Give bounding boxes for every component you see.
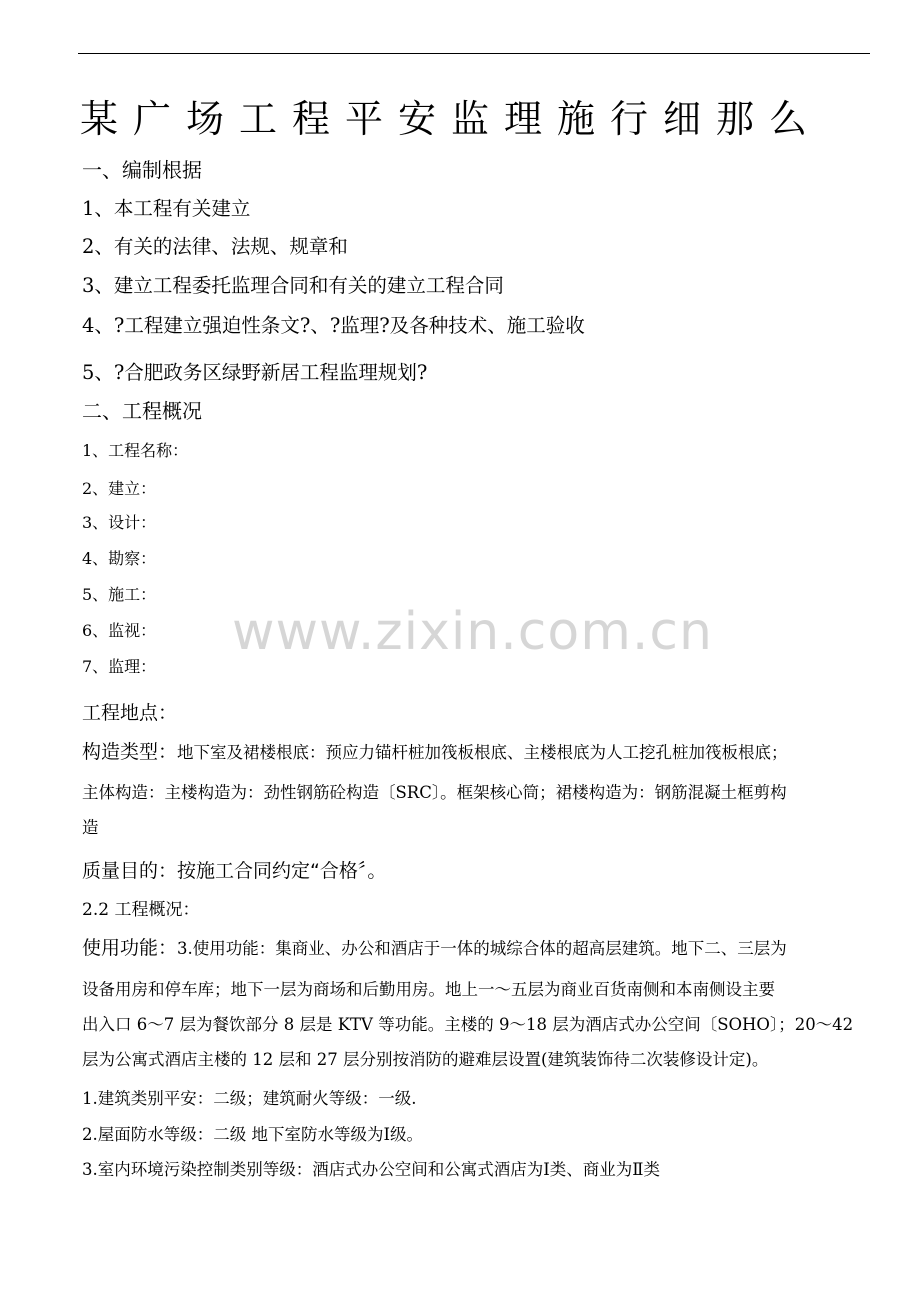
usage-text: 3.使用功能：集商业、办公和酒店于一体的城综合体的超高层建筑。地下二、三层为 bbox=[177, 939, 787, 958]
section1-item: 1、本工程有关建立 bbox=[82, 197, 251, 220]
section1-item: 2、有关的法律、法规、规章和 bbox=[82, 235, 348, 258]
grade-item: 1.建筑类别平安：二级；建筑耐火等级：一级. bbox=[82, 1089, 417, 1108]
usage-line-3: 出入口 6～7 层为餐饮部分 8 层是 KTV 等功能。主楼的 9～18 层为酒店式办公空间〔SOHO〕；20～42 bbox=[82, 1015, 854, 1034]
section2-item: 7、监理： bbox=[82, 657, 157, 676]
structure-line-2: 主体构造：主楼构造为：劲性钢筋砼构造〔SRC〕。框架核心筒；裙楼构造为：钢筋混凝土框剪构 bbox=[82, 783, 787, 802]
section1-item: 5、?合肥政务区绿野新居工程监理规划? bbox=[82, 361, 428, 384]
grade-item: 3.室内环境污染控制类别等级：酒店式办公空间和公寓式酒店为Ⅰ类、商业为Ⅱ类 bbox=[82, 1160, 660, 1179]
project-location: 工程地点： bbox=[82, 702, 178, 724]
structure-label: 构造类型： bbox=[82, 741, 178, 763]
section2-item: 4、勘察： bbox=[82, 549, 157, 568]
usage-line-1 bbox=[82, 933, 787, 964]
section2-item: 5、施工： bbox=[82, 585, 157, 604]
section2-heading: 二、工程概况 bbox=[82, 399, 202, 423]
watermark: www.zixin.com.cn bbox=[232, 602, 713, 662]
section1-item: 4、?工程建立强迫性条文?、?监理?及各种技术、施工验收 bbox=[82, 314, 585, 337]
section2-item: 6、监视： bbox=[82, 621, 157, 640]
grade-item: 2.屋面防水等级：二级 地下室防水等级为Ⅰ级。 bbox=[82, 1125, 424, 1144]
structure-text: 地下室及裙楼根底：预应力锚杆桩加筏板根底、主楼根底为人工挖孔桩加筏板根底； bbox=[177, 743, 788, 762]
header-rule bbox=[78, 53, 870, 54]
section2-item: 3、设计： bbox=[82, 513, 157, 532]
usage-label: 使用功能： bbox=[82, 937, 178, 959]
section1-heading: 一、编制根据 bbox=[82, 158, 202, 182]
section2-item: 2、建立： bbox=[82, 479, 157, 498]
document-title: 某广场工程平安监理施行细那么 bbox=[80, 97, 823, 141]
quality-target: 质量目的：按施工合同约定“合格〞。 bbox=[82, 860, 387, 882]
section1-item: 3、建立工程委托监理合同和有关的建立工程合同 bbox=[82, 274, 504, 297]
structure-line-1 bbox=[82, 739, 788, 766]
section2-item: 1、工程名称： bbox=[82, 441, 189, 460]
structure-line-3: 造 bbox=[82, 818, 99, 837]
usage-line-4: 层为公寓式酒店主楼的 12 层和 27 层分别按消防的避难层设置(建筑装饰待二次装修设计定)。 bbox=[82, 1050, 769, 1069]
usage-line-2: 设备用房和停车库；地下一层为商场和后勤用房。地上一～五层为商业百货南侧和本南侧设主要 bbox=[82, 980, 775, 999]
overview-heading: 2.2 工程概况： bbox=[82, 900, 200, 920]
